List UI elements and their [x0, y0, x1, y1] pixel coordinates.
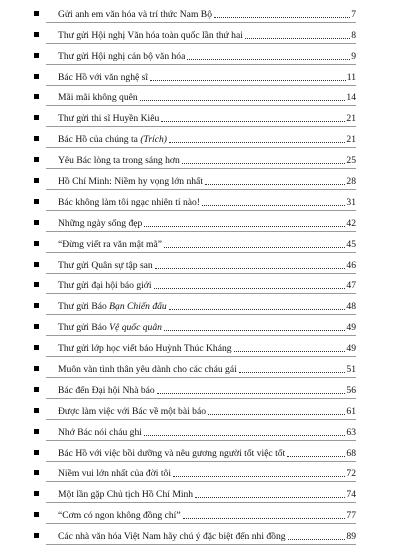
toc-entry-title [58, 427, 142, 438]
toc-entry-line [58, 343, 356, 354]
square-bullet-icon [34, 345, 39, 350]
toc-entry-page-number: 14 [346, 92, 356, 104]
toc-entry-title [58, 364, 237, 375]
toc-entry-title-text: Thư gửi đại hội báo giới [58, 280, 152, 292]
toc-entry-title-text: Bác không làm tôi ngạc nhiên tí nào! [58, 196, 201, 208]
square-bullet-icon [34, 53, 39, 58]
toc-entry[interactable] [0, 232, 400, 253]
square-bullet-icon [34, 429, 39, 434]
toc-entry-title-text: Nhớ Bác nói cháu ghi [58, 426, 142, 438]
toc-entry-title [58, 9, 212, 20]
toc-entry-page-number: 45 [346, 238, 356, 250]
toc-entry[interactable] [0, 482, 400, 503]
toc-entry[interactable] [0, 315, 400, 336]
dot-leader [214, 17, 350, 18]
toc-entry-line [58, 30, 356, 41]
square-bullet-icon [34, 11, 39, 16]
dot-leader [154, 288, 346, 289]
toc-entry-page-number: 49 [346, 343, 356, 355]
toc-entry[interactable] [0, 2, 400, 23]
toc-entry-line [58, 113, 356, 124]
dot-leader [205, 184, 345, 185]
toc-entry-title [58, 260, 153, 271]
toc-entry-page-number: 21 [346, 113, 356, 125]
toc-entry-title [58, 218, 142, 229]
toc-entry[interactable] [0, 524, 400, 545]
toc-entry-title-text: Hồ Chí Minh: Niềm hy vọng lớn nhất [58, 176, 203, 188]
toc-entry-title-text: Mãi mãi không quên [58, 92, 138, 104]
dot-leader [144, 226, 345, 227]
toc-entry[interactable] [0, 462, 400, 483]
square-bullet-icon [34, 512, 39, 517]
toc-entry-page-number: 8 [351, 29, 356, 41]
toc-entry-title [58, 448, 285, 459]
dot-leader [287, 456, 345, 457]
toc-entry-page-number: 9 [351, 50, 356, 62]
toc-entry-line [58, 531, 356, 542]
toc-entry-page-number: 48 [346, 301, 356, 313]
toc-entry[interactable] [0, 148, 400, 169]
toc-entry-title [58, 51, 185, 62]
toc-entry-page-number: 77 [346, 510, 356, 522]
toc-entry-page-number: 47 [346, 280, 356, 292]
toc-entry[interactable] [0, 65, 400, 86]
toc-entry[interactable] [0, 294, 400, 315]
dot-leader [169, 309, 346, 310]
toc-entry-line [58, 468, 356, 479]
toc-entry-line [58, 385, 356, 396]
toc-entry[interactable] [0, 378, 400, 399]
toc-entry-line [58, 406, 356, 417]
toc-entry-line [58, 155, 356, 166]
toc-entry-title-text: Thư gửi Hội nghị cán bộ văn hóa [58, 50, 186, 62]
toc-entry-line [58, 239, 356, 250]
toc-entry-line [58, 301, 356, 312]
toc-entry-line [58, 176, 356, 187]
square-bullet-icon [34, 366, 39, 371]
toc-entry-title-text: Bác Hồ với văn nghệ sĩ [58, 71, 149, 83]
toc-entry-title [58, 322, 162, 333]
toc-entry-line [58, 489, 356, 500]
toc-entry-page-number: 31 [346, 196, 356, 208]
toc-entry-page-number: 28 [346, 176, 356, 188]
toc-entry-title-text: Yêu Bác lòng ta trong sáng hơn [58, 155, 180, 167]
toc-entry-title-italic: Bạn Chiến đấu [109, 301, 167, 313]
toc-entry-line [58, 9, 356, 20]
square-bullet-icon [34, 303, 39, 308]
toc-entry[interactable] [0, 23, 400, 44]
toc-entry[interactable] [0, 357, 400, 378]
dot-leader [157, 393, 346, 394]
toc-entry[interactable] [0, 399, 400, 420]
toc-entry-title [58, 92, 138, 103]
dot-leader [288, 539, 346, 540]
toc-entry-title-text: Thư gửi lớp học viết báo Huỳnh Thúc Kháng [58, 343, 232, 355]
toc-entry-page-number: 72 [346, 468, 356, 480]
dot-leader [202, 205, 345, 206]
toc-entry[interactable] [0, 253, 400, 274]
toc-entry-line [58, 260, 356, 271]
toc-entry-page-number: 61 [346, 405, 356, 417]
toc-entry[interactable] [0, 503, 400, 524]
square-bullet-icon [34, 387, 39, 392]
square-bullet-icon [34, 157, 39, 162]
toc-entry-page-number: 11 [346, 71, 356, 83]
toc-entry-page-number: 51 [346, 364, 356, 376]
toc-entry-title-text: Những ngày sống đẹp [58, 217, 143, 229]
toc-entry-title [58, 30, 243, 41]
toc-entry[interactable] [0, 169, 400, 190]
table-of-contents [0, 2, 400, 545]
toc-entry-line [58, 280, 356, 291]
toc-entry-title-text: Thư gửi thi sĩ Huyền Kiêu [58, 113, 160, 125]
toc-entry-title [58, 155, 180, 166]
dot-leader [161, 121, 345, 122]
toc-entry-title-text: “Cơm có ngon không đồng chí” [58, 510, 181, 522]
toc-entry-title [58, 239, 162, 250]
toc-entry-title [58, 489, 193, 500]
toc-entry-line [58, 322, 356, 333]
toc-entry-title-text: Gửi anh em văn hóa và trí thức Nam Bộ [58, 8, 213, 20]
square-bullet-icon [34, 408, 39, 413]
toc-entry[interactable] [0, 44, 400, 65]
toc-entry-title-text: Bác Hồ của chúng ta [58, 134, 141, 146]
square-bullet-icon [34, 282, 39, 287]
toc-entry-title-text: Bác Hồ với việc bồi dưỡng và nêu gương người tốt việc tốt [58, 447, 286, 459]
dot-leader [164, 330, 345, 331]
toc-entry-title-text: Thư gửi Quân sự tập san [58, 259, 153, 271]
toc-entry-title [58, 468, 171, 479]
square-bullet-icon [34, 470, 39, 475]
dot-leader [173, 476, 345, 477]
toc-entry-page-number: 63 [346, 426, 356, 438]
square-bullet-icon [34, 94, 39, 99]
toc-entry-page-number: 68 [346, 447, 356, 459]
toc-entry-page-number: 7 [351, 8, 356, 20]
toc-entry-title [58, 301, 167, 312]
toc-entry[interactable] [0, 274, 400, 295]
toc-entry-title [58, 197, 200, 208]
toc-entry-title-text: Thư gửi Báo [58, 322, 110, 334]
toc-entry-page-number: 46 [346, 259, 356, 271]
toc-entry-title-text: Thư gửi Báo [58, 301, 110, 313]
dot-leader [169, 142, 345, 143]
dot-leader [164, 247, 345, 248]
toc-entry[interactable] [0, 336, 400, 357]
toc-entry-title-italic: Vệ quốc quân [109, 322, 162, 334]
toc-entry[interactable] [0, 441, 400, 462]
toc-entry[interactable] [0, 420, 400, 441]
dot-leader [187, 59, 350, 60]
toc-entry-title [58, 343, 232, 354]
square-bullet-icon [34, 533, 39, 538]
toc-entry-line [58, 364, 356, 375]
toc-entry-page-number: 89 [346, 531, 356, 543]
toc-entry-title [58, 406, 206, 417]
toc-entry-line [58, 134, 356, 145]
square-bullet-icon [34, 199, 39, 204]
toc-entry-title [58, 134, 167, 145]
toc-entry-title-italic: (Trích) [140, 134, 167, 146]
toc-entry-line [58, 427, 356, 438]
toc-entry-title-text: Bác đến Đại hội Nhà báo [58, 384, 155, 396]
toc-entry[interactable] [0, 106, 400, 127]
square-bullet-icon [34, 32, 39, 37]
toc-entry-title-text: Được làm việc với Bác về một bài báo [58, 405, 207, 417]
toc-entry[interactable] [0, 127, 400, 148]
square-bullet-icon [34, 115, 39, 120]
dot-leader [182, 163, 346, 164]
dot-leader [183, 518, 346, 519]
dot-leader [144, 435, 345, 436]
toc-entry-page-number: 21 [346, 134, 356, 146]
toc-entry-line [58, 197, 356, 208]
toc-entry-line [58, 92, 356, 103]
toc-entry-title-text: Niềm vui lớn nhất của đời tôi [58, 468, 171, 480]
square-bullet-icon [34, 324, 39, 329]
dot-leader [140, 100, 346, 101]
toc-entry-title [58, 531, 286, 542]
toc-entry[interactable] [0, 86, 400, 107]
toc-entry[interactable] [0, 190, 400, 211]
toc-entry-title [58, 280, 152, 291]
toc-entry-page-number: 42 [346, 217, 356, 229]
toc-entry[interactable] [0, 211, 400, 232]
dot-leader [234, 351, 346, 352]
square-bullet-icon [34, 241, 39, 246]
toc-entry-page-number: 74 [346, 489, 356, 501]
toc-entry-line [58, 218, 356, 229]
dot-leader [245, 38, 350, 39]
toc-entry-line [58, 72, 356, 83]
toc-entry-line [58, 51, 356, 62]
dot-leader [239, 372, 346, 373]
toc-entry-title-text: Muôn vàn tình thân yêu dành cho các cháu gái [58, 364, 237, 376]
dot-leader [155, 268, 346, 269]
toc-entry-title [58, 176, 203, 187]
square-bullet-icon [34, 74, 39, 79]
toc-entry-line [58, 448, 356, 459]
toc-entry-page-number: 25 [346, 155, 356, 167]
toc-entry-title [58, 510, 181, 521]
toc-entry-title [58, 385, 155, 396]
dot-leader [195, 497, 345, 498]
square-bullet-icon [34, 220, 39, 225]
square-bullet-icon [34, 450, 39, 455]
square-bullet-icon [34, 178, 39, 183]
toc-entry-page-number: 56 [346, 384, 356, 396]
toc-entry-title-text: Thư gửi Hội nghị Văn hóa toàn quốc lần thứ hai [58, 29, 243, 41]
toc-entry-title-text: “Đừng viết ra văn mật mã” [58, 238, 163, 250]
dot-leader [208, 414, 345, 415]
toc-entry-page-number: 49 [346, 322, 356, 334]
toc-entry-title-text: Một lần gặp Chủ tịch Hồ Chí Minh [58, 489, 194, 501]
toc-entry-title [58, 113, 159, 124]
square-bullet-icon [34, 136, 39, 141]
toc-entry-title-text: Các nhà văn hóa Việt Nam hãy chú ý đặc biệt đến nhi đồng [58, 531, 286, 543]
toc-entry-line [58, 510, 356, 521]
square-bullet-icon [34, 262, 39, 267]
square-bullet-icon [34, 491, 39, 496]
dot-leader [150, 80, 346, 81]
toc-entry-title [58, 72, 148, 83]
